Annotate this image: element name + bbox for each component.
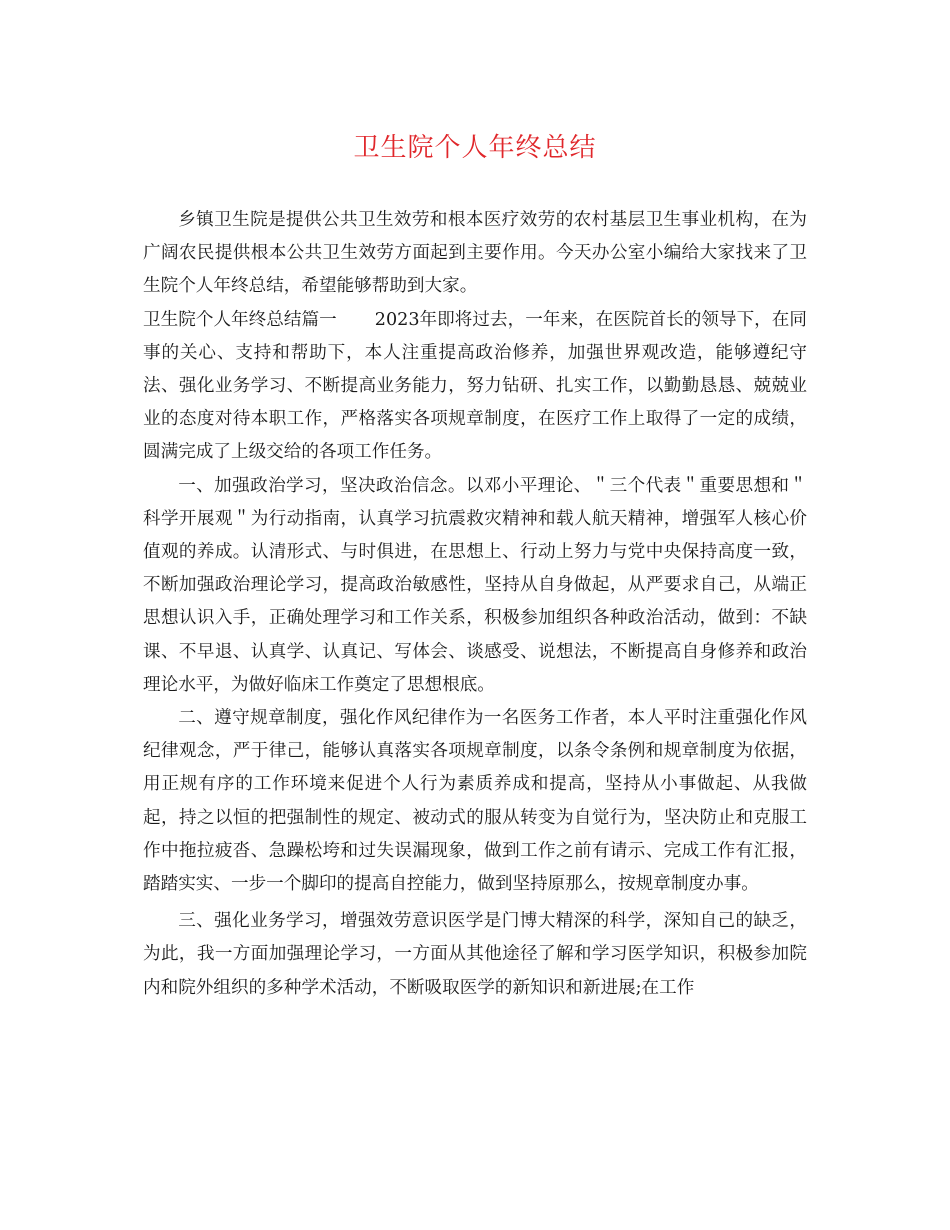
paragraph-rules-discipline: 二、遵守规章制度，强化作风纪律作为一名医务工作者，本人平时注重强化作风纪律观念，严于律己，能够认真落实各项规章制度，以条令条例和规章制度为依据，用正规有序的工作环境来促进个人行为素质养成和提高，坚持从小事做起、从我做起，持之以恒的把强制性的规定、被动式的服从转变为自觉行为，坚决防止和克服工作中拖拉疲沓、急躁松垮和过失误漏现象，做到工作之前有请示、完成工作有汇报，踏踏实实、一步一个脚印的提高自控能力，做到坚持原那么，按规章制度办事。 <box>143 708 807 895</box>
section-paragraph <box>143 304 807 470</box>
intro-paragraph: 乡镇卫生院是提供公共卫生效劳和根本医疗效劳的农村基层卫生事业机构，在为广阔农民提供根本公共卫生效劳方面起到主要作用。今天办公室小编给大家找来了卫生院个人年终总结，希望能够帮助到大家。 <box>143 210 807 297</box>
section-heading: 卫生院个人年终总结篇一 <box>143 309 337 330</box>
paragraph-professional-study: 三、强化业务学习，增强效劳意识医学是门博大精深的科学，深知自己的缺乏，为此，我一方面加强理论学习，一方面从其他途径了解和学习医学知识，积极参加院内和院外组织的多种学术活动，不断吸取医学的新知识和新进展;在工作 <box>143 911 807 998</box>
document-body <box>143 204 807 1005</box>
section-opening: 2023年即将过去，一年来，在医院首长的领导下，在同事的关心、支持和帮助下，本人注重提高政治修养，加强世界观改造，能够遵纪守法、强化业务学习、不断提高业务能力，努力钻研、扎实工作，以勤勤恳恳、兢兢业业的态度对待本职工作，严格落实各项规章制度，在医疗工作上取得了一定的成绩，圆满完成了上级交给的各项工作任务。 <box>143 309 807 463</box>
paragraph-political-study: 一、加强政治学习，坚决政治信念。以邓小平理论、＂三个代表＂重要思想和＂科学开展观＂为行动指南，认真学习抗震救灾精神和载人航天精神，增强军人核心价值观的养成。认清形式、与时俱进，在思想上、行动上努力与党中央保持高度一致，不断加强政治理论学习，提高政治敏感性，坚持从自身做起，从严要求自己，从端正思想认识入手，正确处理学习和工作关系，积极参加组织各种政治活动，做到：不缺课、不早退、认真学、认真记、写体会、谈感受、说想法，不断提高自身修养和政治理论水平，为做好临床工作奠定了思想根底。 <box>143 475 807 695</box>
document-title: 卫生院个人年终总结 <box>353 133 597 163</box>
